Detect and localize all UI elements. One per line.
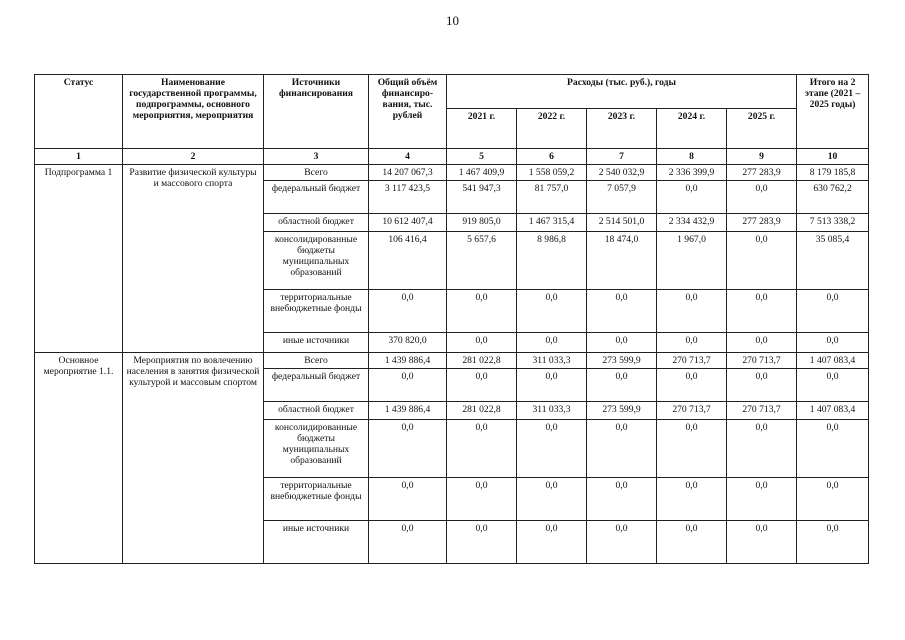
value-cell: 1 467 409,9	[447, 165, 517, 181]
value-cell: 0,0	[727, 290, 797, 333]
header-itogo: Итого на 2 этапе (2021 – 2025 годы)	[797, 75, 869, 149]
status-cell: Подпрограмма 1	[35, 165, 123, 353]
value-cell: 35 085,4	[797, 232, 869, 290]
value-cell: 1 467 315,4	[517, 214, 587, 232]
value-cell: 2 514 501,0	[587, 214, 657, 232]
value-cell: 1 967,0	[657, 232, 727, 290]
value-cell: 0,0	[587, 290, 657, 333]
column-number: 5	[447, 149, 517, 165]
value-cell: 8 179 185,8	[797, 165, 869, 181]
value-cell: 1 407 083,4	[797, 402, 869, 420]
value-cell: 8 986,8	[517, 232, 587, 290]
column-number: 1	[35, 149, 123, 165]
header-year: 2021 г.	[447, 109, 517, 149]
value-cell: 0,0	[657, 478, 727, 521]
value-cell: 7 057,9	[587, 181, 657, 214]
source-cell: консолидированные бюджеты муниципальных образований	[264, 420, 369, 478]
value-cell: 1 558 059,2	[517, 165, 587, 181]
value-cell: 0,0	[517, 478, 587, 521]
value-cell: 0,0	[369, 478, 447, 521]
value-cell: 0,0	[447, 420, 517, 478]
value-cell: 1 439 886,4	[369, 353, 447, 369]
value-cell: 270 713,7	[657, 402, 727, 420]
value-cell: 0,0	[727, 420, 797, 478]
value-cell: 0,0	[447, 521, 517, 564]
value-cell: 0,0	[657, 420, 727, 478]
value-cell: 919 805,0	[447, 214, 517, 232]
value-cell: 0,0	[727, 333, 797, 353]
value-cell: 106 416,4	[369, 232, 447, 290]
source-cell: консолидированные бюджеты муниципальных образований	[264, 232, 369, 290]
value-cell: 0,0	[727, 521, 797, 564]
header-year: 2022 г.	[517, 109, 587, 149]
source-cell: Всего	[264, 165, 369, 181]
column-number-row	[35, 149, 869, 165]
value-cell: 270 713,7	[727, 402, 797, 420]
value-cell: 0,0	[517, 521, 587, 564]
value-cell: 0,0	[369, 420, 447, 478]
status-cell: Основное мероприятие 1.1.	[35, 353, 123, 564]
value-cell: 0,0	[797, 478, 869, 521]
value-cell: 14 207 067,3	[369, 165, 447, 181]
value-cell: 0,0	[727, 369, 797, 402]
value-cell: 311 033,3	[517, 402, 587, 420]
value-cell: 0,0	[587, 333, 657, 353]
column-number: 8	[657, 149, 727, 165]
value-cell: 281 022,8	[447, 402, 517, 420]
value-cell: 10 612 407,4	[369, 214, 447, 232]
value-cell: 0,0	[657, 181, 727, 214]
value-cell: 630 762,2	[797, 181, 869, 214]
header-name: Наименование государственной программы, подпрограммы, основного мероприятия, мероприятия	[123, 75, 264, 149]
source-cell: Всего	[264, 353, 369, 369]
source-cell: федеральный бюджет	[264, 369, 369, 402]
source-cell: областной бюджет	[264, 402, 369, 420]
column-number: 10	[797, 149, 869, 165]
header-status: Статус	[35, 75, 123, 149]
value-cell: 0,0	[587, 521, 657, 564]
program-name-cell: Развитие физической культуры и массового спорта	[123, 165, 264, 353]
value-cell: 270 713,7	[727, 353, 797, 369]
source-cell: областной бюджет	[264, 214, 369, 232]
value-cell: 0,0	[587, 478, 657, 521]
value-cell: 5 657,6	[447, 232, 517, 290]
value-cell: 0,0	[517, 369, 587, 402]
value-cell: 0,0	[369, 369, 447, 402]
value-cell: 7 513 338,2	[797, 214, 869, 232]
value-cell: 81 757,0	[517, 181, 587, 214]
value-cell: 0,0	[797, 333, 869, 353]
value-cell: 0,0	[657, 369, 727, 402]
header-year: 2023 г.	[587, 109, 657, 149]
value-cell: 277 283,9	[727, 165, 797, 181]
value-cell: 277 283,9	[727, 214, 797, 232]
table-row	[35, 353, 869, 369]
source-cell: иные источники	[264, 333, 369, 353]
value-cell: 0,0	[587, 420, 657, 478]
header-sources: Источники финансирования	[264, 75, 369, 149]
value-cell: 2 540 032,9	[587, 165, 657, 181]
table-row	[35, 165, 869, 181]
value-cell: 0,0	[727, 232, 797, 290]
budget-table	[34, 74, 869, 564]
value-cell: 0,0	[517, 420, 587, 478]
value-cell: 0,0	[657, 333, 727, 353]
value-cell: 0,0	[797, 521, 869, 564]
page-number: 10	[446, 13, 459, 28]
source-cell: федеральный бюджет	[264, 181, 369, 214]
value-cell: 0,0	[797, 369, 869, 402]
value-cell: 0,0	[517, 333, 587, 353]
column-number: 9	[727, 149, 797, 165]
value-cell: 0,0	[727, 181, 797, 214]
source-cell: территориальные внебюджетные фонды	[264, 290, 369, 333]
value-cell: 273 599,9	[587, 402, 657, 420]
value-cell: 2 334 432,9	[657, 214, 727, 232]
column-number: 2	[123, 149, 264, 165]
column-number: 6	[517, 149, 587, 165]
header-year: 2024 г.	[657, 109, 727, 149]
value-cell: 0,0	[657, 290, 727, 333]
header-expenses: Расходы (тыс. руб.), годы	[447, 75, 797, 109]
value-cell: 541 947,3	[447, 181, 517, 214]
value-cell: 0,0	[447, 369, 517, 402]
header-total-volume: Общий объём финансиро-вания, тыс. рублей	[369, 75, 447, 149]
value-cell: 3 117 423,5	[369, 181, 447, 214]
value-cell: 0,0	[447, 478, 517, 521]
value-cell: 0,0	[797, 290, 869, 333]
value-cell: 0,0	[447, 333, 517, 353]
value-cell: 0,0	[797, 420, 869, 478]
value-cell: 0,0	[447, 290, 517, 333]
value-cell: 2 336 399,9	[657, 165, 727, 181]
column-number: 7	[587, 149, 657, 165]
source-cell: иные источники	[264, 521, 369, 564]
value-cell: 1 439 886,4	[369, 402, 447, 420]
value-cell: 0,0	[657, 521, 727, 564]
value-cell: 273 599,9	[587, 353, 657, 369]
value-cell: 0,0	[369, 521, 447, 564]
program-name-cell: Мероприятия по вовлечению населения в занятия физической культурой и массовым спортом	[123, 353, 264, 564]
value-cell: 0,0	[727, 478, 797, 521]
value-cell: 270 713,7	[657, 353, 727, 369]
value-cell: 18 474,0	[587, 232, 657, 290]
value-cell: 370 820,0	[369, 333, 447, 353]
column-number: 3	[264, 149, 369, 165]
value-cell: 281 022,8	[447, 353, 517, 369]
value-cell: 0,0	[369, 290, 447, 333]
source-cell: территориальные внебюджетные фонды	[264, 478, 369, 521]
column-number: 4	[369, 149, 447, 165]
value-cell: 311 033,3	[517, 353, 587, 369]
value-cell: 0,0	[517, 290, 587, 333]
value-cell: 0,0	[587, 369, 657, 402]
value-cell: 1 407 083,4	[797, 353, 869, 369]
header-year: 2025 г.	[727, 109, 797, 149]
